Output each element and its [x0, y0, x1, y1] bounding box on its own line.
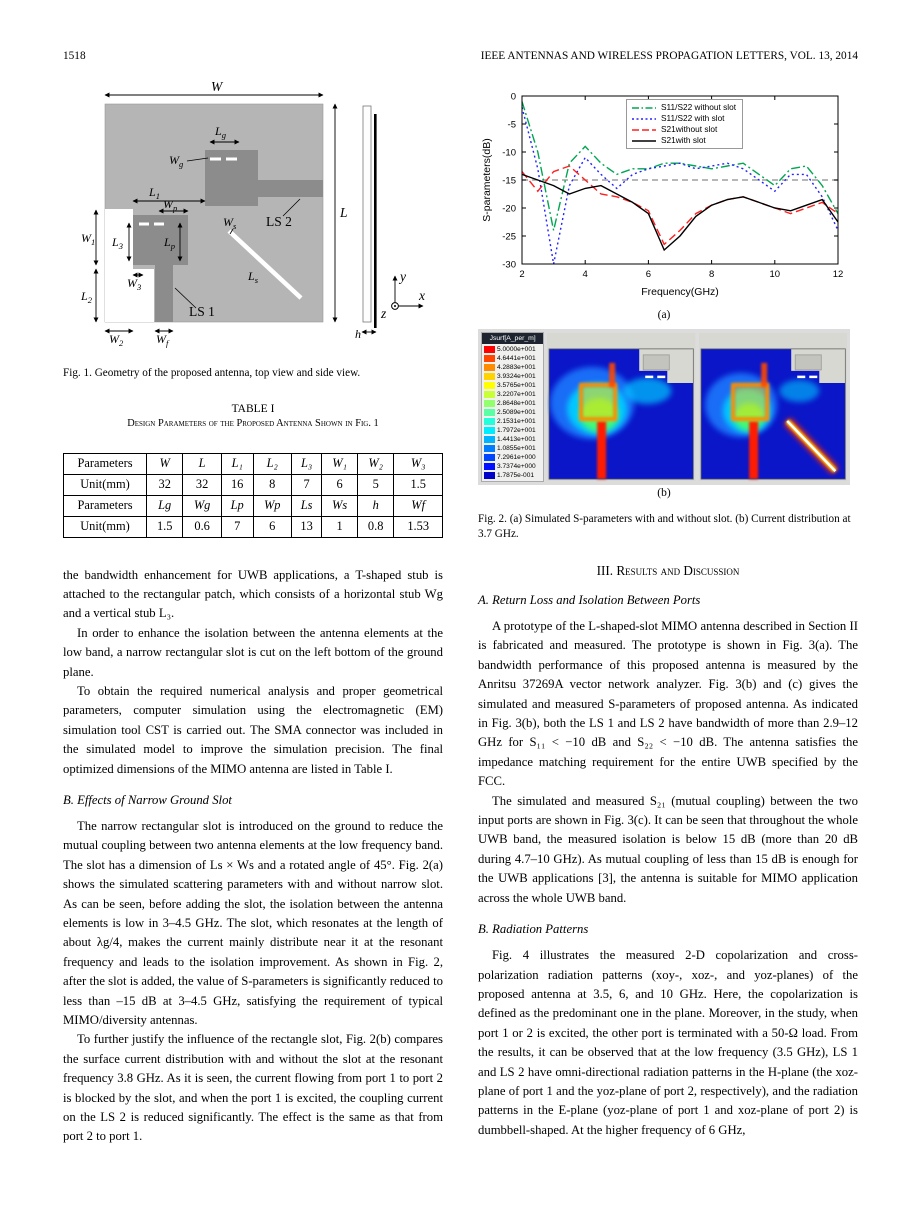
- table-cell: Ls: [291, 495, 321, 516]
- table-cell: 1.53: [394, 516, 443, 537]
- y-axis-label: S-parameters(dB): [481, 138, 493, 222]
- colorbar-value: 1.4413e+001: [497, 436, 536, 443]
- chart-series-2: [522, 166, 838, 244]
- x-tick-label: 4: [582, 269, 588, 280]
- table-row: [64, 495, 443, 516]
- label-L1: $L_1$: [149, 185, 160, 201]
- colorbar-swatch: [484, 427, 495, 434]
- page-number: 1518: [63, 50, 86, 62]
- label-Wf: $W_f$: [156, 332, 169, 348]
- colorbar-value: 2.8648e+001: [497, 400, 536, 407]
- table-cell: 16: [221, 474, 253, 495]
- figure1-caption: Fig. 1. Geometry of the proposed antenna, top view and side view.: [63, 367, 361, 379]
- antenna-shapes: [105, 104, 377, 328]
- paragraph: A prototype of the L-shaped-slot MIMO antenna described in Section II is fabricated and measured. The prototype is shown in Fig. 3(a). The bandwidth performance of this proposed antenna is measured by the Anritsu 37269A vector network analyzer. Fig. 3(b) and (c) gives the simulated and measured S-parameters of proposed antenna. As indicated in Fig. 3(b), both the LS 1 and LS 2 have bandwidth of more than 2.9–12 GHz for S₁₁ < −10 dB and S₂₂ < −10 dB. The antenna satisfies the impedance matching requirement for the entire UWB specified by the FCC.: [478, 619, 858, 789]
- left-body-text: [63, 566, 443, 1147]
- legend-label: S11/S22 with slot: [661, 113, 725, 123]
- table-cell: 1: [322, 516, 358, 537]
- table-cell: 5: [357, 474, 393, 495]
- colorbar-rows: [482, 344, 543, 481]
- feed-strip-ls1: [155, 265, 173, 322]
- table-cell: Wp: [253, 495, 291, 516]
- colorbar-row: [484, 346, 541, 353]
- current-distribution-without-slot: [547, 332, 695, 482]
- table-cell: 6: [322, 474, 358, 495]
- label-Ls: $L_s$: [248, 269, 258, 285]
- colorbar-value: 4.6441e+001: [497, 355, 536, 362]
- colorbar-swatch: [484, 418, 495, 425]
- colorbar-swatch: [484, 454, 495, 461]
- table-cell: L: [183, 453, 221, 474]
- design-table-body: [64, 453, 443, 537]
- colorbar-swatch: [484, 373, 495, 380]
- label-L3: $L_3$: [112, 235, 123, 251]
- table-cell: Lp: [221, 495, 253, 516]
- figure2a: [478, 88, 850, 321]
- colorbar-value: 1.0855e+001: [497, 445, 536, 452]
- table-cell: 8: [253, 474, 291, 495]
- table-row: [64, 474, 443, 495]
- colorbar-swatch: [484, 445, 495, 452]
- page-header: [63, 50, 858, 62]
- colorbar-row: [484, 373, 541, 380]
- y-tick-label: -10: [502, 147, 516, 159]
- table-cell: 7: [221, 516, 253, 537]
- colorbar-value: 2.1531e+001: [497, 418, 536, 425]
- colorbar-swatch: [484, 472, 495, 479]
- colorbar-swatch: [484, 436, 495, 443]
- label-Wp: $W_p$: [163, 197, 178, 213]
- label-L2: $L_2$: [81, 289, 92, 305]
- side-view-ground-line: [374, 114, 377, 328]
- x-tick-label: 12: [832, 269, 844, 280]
- colorbar-value: 1.7875e-001: [497, 472, 535, 479]
- feed-strip-ls2: [258, 180, 323, 197]
- colorbar: [481, 332, 544, 482]
- section-b-effects-heading: B. Effects of Narrow Ground Slot: [63, 792, 232, 807]
- table-cell: 1.5: [394, 474, 443, 495]
- current-distribution-with-slot: [699, 332, 847, 482]
- colorbar-row: [484, 436, 541, 443]
- colorbar-row: [484, 409, 541, 416]
- legend-item-1: [631, 113, 736, 124]
- colorbar-value: 7.2961e+000: [497, 454, 536, 461]
- legend-line-sample: [631, 104, 657, 112]
- table-cell: Lg: [147, 495, 183, 516]
- label-LS1: LS 1: [189, 304, 215, 319]
- legend-line-sample: [631, 115, 657, 123]
- table-cell: Wg: [183, 495, 221, 516]
- x-tick-label: 10: [769, 269, 781, 280]
- colorbar-value: 3.2207e+001: [497, 391, 536, 398]
- colorbar-value: 1.7972e+001: [497, 427, 536, 434]
- paragraph: Fig. 4 illustrates the measured 2-D copolarization and cross-polarization radiation patterns (xoy-, xoz-, and yoz-planes) of the proposed antenna at 3.5, 6, and 10 GHz. Here, the copolarization is defined as the predominant one in the plane. Moreover, in the study, when port 1 or 2 is excited, the other port is terminated with a 50-Ω load. From the results, it can be observed that at the low frequency (3.5 GHz), LS 1 and LS 2 have omni-directional radiation patterns in the H-plane (the xoz-plane of port 1 and the yoz-plane of port 2, respectively), and the radiation patterns in the E-plane (yoz-plane of port 1 and xoz-plane of port 2) is dumbbell-shaped. At the higher frequency of 6 GHz,: [478, 948, 858, 1137]
- table1-title: Design Parameters of the Proposed Antenna Shown in Fig. 1: [127, 417, 379, 429]
- label-LS2: LS 2: [266, 214, 292, 229]
- label-axis-y: y: [400, 269, 406, 284]
- colorbar-row: [484, 445, 541, 452]
- legend-label: S21with slot: [661, 135, 706, 145]
- label-W2: $W_2$: [109, 332, 124, 348]
- figure2-caption: Fig. 2. (a) Simulated S-parameters with and without slot. (b) Current distribution at 3.7 GHz.: [478, 513, 851, 540]
- paragraph: To obtain the required numerical analysis and proper geometrical parameters, computer simulation using the electromagnetic (EM) simulation tool CST is carried out. The SMA connector was included in the simulated model to improve the simulation precision. The final optimized dimensions of the MIMO antenna are listed in Table I.: [63, 683, 443, 776]
- label-Lp: $L_p$: [164, 235, 175, 251]
- table-row-label: Parameters: [64, 495, 147, 516]
- label-axis-z: z: [381, 306, 387, 321]
- fig2b-sublabel: (b): [657, 487, 671, 499]
- colorbar-value: 3.5765e+001: [497, 382, 536, 389]
- table-cell: Ws: [322, 495, 358, 516]
- table-cell: 0.8: [357, 516, 393, 537]
- table-cell: W₂: [357, 453, 393, 474]
- table-cell: W₃: [394, 453, 443, 474]
- chart-legend: [626, 99, 743, 149]
- label-h: h: [355, 327, 361, 341]
- colorbar-row: [484, 427, 541, 434]
- legend-item-2: [631, 124, 736, 135]
- left-column: [63, 82, 443, 1147]
- table-row: [64, 453, 443, 474]
- colorbar-row: [484, 463, 541, 470]
- legend-line-sample: [631, 137, 657, 145]
- label-W1: $W_1$: [81, 231, 96, 247]
- colorbar-row: [484, 364, 541, 371]
- label-Ws: $W_s$: [223, 215, 237, 231]
- label-W3: $W_3$: [127, 276, 142, 292]
- table-cell: 1.5: [147, 516, 183, 537]
- colorbar-swatch: [484, 391, 495, 398]
- antenna-geometry-drawing: [63, 82, 443, 348]
- paragraph: To further justify the influence of the rectangle slot, Fig. 2(b) compares the surface current distribution with and without the slot at the resonant frequency 3.8 GHz. As it is seen, the current flowing from port 1 to port 2 is blocked by the slot, and when the port 1 is excited, the coupling current on the LS 2 is reduced significantly. The effect is the same as that from port 2 to port 1.: [63, 1032, 443, 1144]
- label-Wg: $W_g$: [169, 153, 184, 169]
- legend-item-3: [631, 135, 736, 146]
- legend-label: S21without slot: [661, 124, 718, 134]
- section-iii-heading: III. Results and Discussion: [596, 563, 740, 578]
- colorbar-title: Jsurf[A_per_m]: [482, 333, 543, 344]
- table-cell: W: [147, 453, 183, 474]
- table-row-label: Unit(mm): [64, 474, 147, 495]
- colorbar-value: 5.0000e+001: [497, 346, 536, 353]
- table-cell: 0.6: [183, 516, 221, 537]
- colorbar-value: 3.7374e+000: [497, 463, 536, 470]
- fig2a-sublabel: (a): [657, 309, 671, 321]
- colorbar-swatch: [484, 355, 495, 362]
- chart-series-3: [522, 174, 838, 250]
- label-L: L: [340, 205, 348, 220]
- colorbar-row: [484, 400, 541, 407]
- y-tick-label: -15: [502, 175, 516, 187]
- table-cell: 13: [291, 516, 321, 537]
- colorbar-row: [484, 418, 541, 425]
- legend-label: S11/S22 without slot: [661, 102, 737, 112]
- colorbar-value: 3.9324e+001: [497, 373, 536, 380]
- colorbar-swatch: [484, 382, 495, 389]
- label-axis-x: x: [419, 288, 425, 303]
- figure1-geometry: [63, 82, 443, 381]
- colorbar-value: 2.5089e+001: [497, 409, 536, 416]
- y-tick-label: -20: [502, 203, 516, 215]
- table-row-label: Parameters: [64, 453, 147, 474]
- colorbar-row: [484, 454, 541, 461]
- y-tick-label: -25: [502, 231, 516, 243]
- label-W: W: [211, 82, 223, 94]
- colorbar-swatch: [484, 409, 495, 416]
- section-b-radiation-heading: B. Radiation Patterns: [478, 922, 589, 937]
- table-cell: L₃: [291, 453, 321, 474]
- colorbar-swatch: [484, 400, 495, 407]
- colorbar-value: 4.2883e+001: [497, 364, 536, 371]
- x-tick-label: 6: [645, 269, 652, 280]
- table-cell: Wf: [394, 495, 443, 516]
- x-tick-label: 8: [708, 269, 715, 280]
- side-view-substrate: [363, 106, 371, 322]
- paragraph: The narrow rectangular slot is introduced on the ground to reduce the mutual coupling between two antenna elements at the low frequency band. The slot has a dimension of Ls × Ws and a rotated angle of 45°. Fig. 2(a) shows the simulated scattering parameters with and without narrow slot. As can be seen, before adding the slot, the isolation between the antenna elements is low in 3–4.5 GHz. The slot, which resonates at the length of about λg/4, makes the current mainly distribute near it at the resonant frequency and leads to the isolation improvement. As shown in Fig. 2, after the slot is added, the value of S-parameters is significantly reduced to less than –15 dB at 3–4.5 GHz, satisfying the requirement of typical MIMO/diversity antennas.: [63, 818, 443, 1028]
- colorbar-swatch: [484, 463, 495, 470]
- colorbar-row: [484, 382, 541, 389]
- colorbar-row: [484, 391, 541, 398]
- table-cell: 32: [183, 474, 221, 495]
- x-axis-label: Frequency(GHz): [641, 286, 719, 298]
- table-cell: L₁: [221, 453, 253, 474]
- paragraph: The simulated and measured S₂₁ (mutual coupling) between the two input ports are shown in Fig. 3(c). It can be seen that throughout the whole UWB band, the measured isolation is below 15 dB (more than 20 dB during 4.7–10 GHz). As mutual coupling of less than 15 dB is enough for the UWB applications [3], the antenna is suitable for MIMO application across the whole UWB band.: [478, 793, 858, 905]
- colorbar-row: [484, 472, 541, 479]
- design-parameters-table: [63, 453, 443, 538]
- colorbar-swatch: [484, 346, 495, 353]
- table-row: [64, 516, 443, 537]
- table-cell: h: [357, 495, 393, 516]
- journal-title: IEEE ANTENNAS AND WIRELESS PROPAGATION LETTERS, VOL. 13, 2014: [480, 50, 858, 62]
- label-Lg: $L_g$: [215, 124, 226, 140]
- y-tick-label: -30: [502, 259, 516, 271]
- y-tick-label: -5: [507, 119, 516, 131]
- y-tick-label: 0: [510, 91, 516, 103]
- colorbar-row: [484, 355, 541, 362]
- table-cell: 6: [253, 516, 291, 537]
- section-a-heading: A. Return Loss and Isolation Between Ports: [478, 593, 701, 607]
- legend-item-0: [631, 102, 736, 113]
- table1-label: TABLE I: [231, 402, 275, 415]
- table-row-label: Unit(mm): [64, 516, 147, 537]
- paragraph: In order to enhance the isolation between the antenna elements at the low band, a narrow rectangular slot is cut on the left bottom of the ground plane.: [63, 625, 443, 679]
- table-cell: W₁: [322, 453, 358, 474]
- x-tick-label: 2: [519, 269, 525, 280]
- table-cell: L₂: [253, 453, 291, 474]
- legend-line-sample: [631, 126, 657, 134]
- figure2b: [478, 329, 850, 485]
- paragraph: the bandwidth enhancement for UWB applications, a T-shaped stub is attached to the rectangular patch, which consists of a horizontal stub Wg and a vertical stub L₃.: [63, 567, 443, 621]
- right-column: [478, 88, 858, 1140]
- colorbar-swatch: [484, 364, 495, 371]
- table1-block: [63, 403, 443, 538]
- table-cell: 32: [147, 474, 183, 495]
- table-cell: 7: [291, 474, 321, 495]
